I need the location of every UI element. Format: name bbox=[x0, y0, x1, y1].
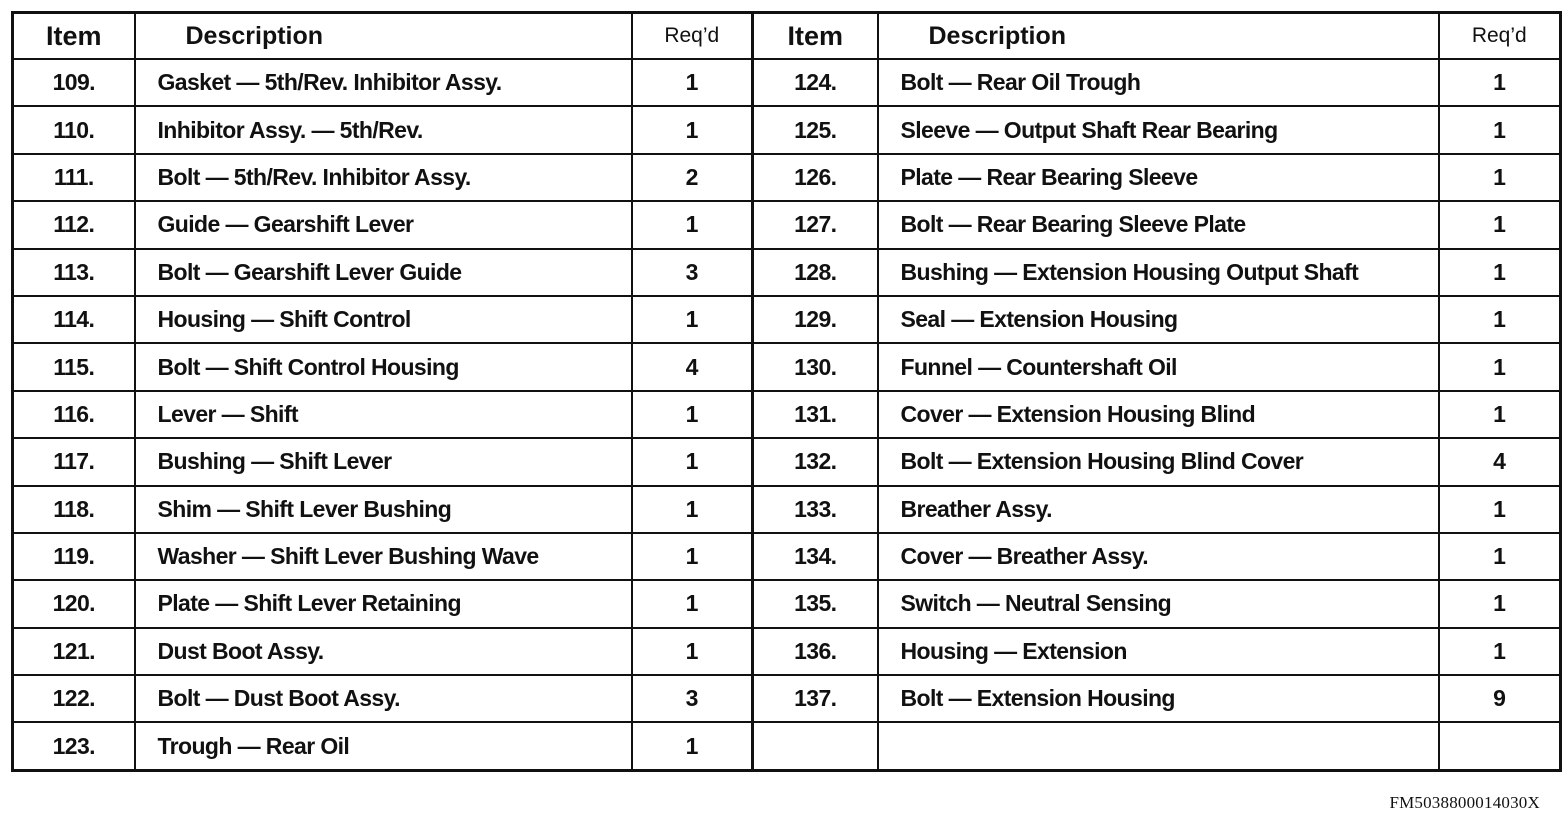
left-description-cell: Housing — Shift Control bbox=[135, 296, 632, 343]
right-qty-cell: 1 bbox=[1439, 628, 1561, 675]
left-qty-cell: 1 bbox=[632, 580, 753, 627]
header-required-left: Req’d bbox=[632, 13, 753, 60]
table-row bbox=[13, 628, 1561, 675]
right-item-cell: 130. bbox=[753, 343, 878, 390]
left-qty-cell: 1 bbox=[632, 486, 753, 533]
left-description-cell: Dust Boot Assy. bbox=[135, 628, 632, 675]
right-qty-cell: 4 bbox=[1439, 438, 1561, 485]
left-description-cell: Inhibitor Assy. — 5th/Rev. bbox=[135, 106, 632, 153]
left-qty-cell: 1 bbox=[632, 59, 753, 106]
header-item-left: Item bbox=[13, 13, 135, 60]
left-description-cell: Gasket — 5th/Rev. Inhibitor Assy. bbox=[135, 59, 632, 106]
right-description-cell: Switch — Neutral Sensing bbox=[878, 580, 1439, 627]
right-qty-cell: 9 bbox=[1439, 675, 1561, 722]
left-qty-cell: 1 bbox=[632, 722, 753, 770]
table-row bbox=[13, 154, 1561, 201]
table-row bbox=[13, 391, 1561, 438]
header-item-right: Item bbox=[753, 13, 878, 60]
left-item-cell: 114. bbox=[13, 296, 135, 343]
table-row bbox=[13, 722, 1561, 770]
left-item-cell: 117. bbox=[13, 438, 135, 485]
table-row bbox=[13, 296, 1561, 343]
header-description-right: Description bbox=[878, 13, 1439, 60]
left-description-cell: Bushing — Shift Lever bbox=[135, 438, 632, 485]
left-item-cell: 120. bbox=[13, 580, 135, 627]
right-item-cell: 135. bbox=[753, 580, 878, 627]
left-item-cell: 112. bbox=[13, 201, 135, 248]
header-description-left: Description bbox=[135, 13, 632, 60]
right-qty-cell bbox=[1439, 722, 1561, 770]
right-description-cell: Housing — Extension bbox=[878, 628, 1439, 675]
left-item-cell: 111. bbox=[13, 154, 135, 201]
left-qty-cell: 1 bbox=[632, 438, 753, 485]
right-qty-cell: 1 bbox=[1439, 343, 1561, 390]
left-qty-cell: 3 bbox=[632, 675, 753, 722]
left-item-cell: 118. bbox=[13, 486, 135, 533]
table-row bbox=[13, 580, 1561, 627]
right-qty-cell: 1 bbox=[1439, 201, 1561, 248]
right-description-cell: Seal — Extension Housing bbox=[878, 296, 1439, 343]
right-item-cell: 133. bbox=[753, 486, 878, 533]
left-qty-cell: 1 bbox=[632, 296, 753, 343]
right-item-cell: 136. bbox=[753, 628, 878, 675]
left-item-cell: 116. bbox=[13, 391, 135, 438]
right-qty-cell: 1 bbox=[1439, 249, 1561, 296]
left-description-cell: Bolt — Shift Control Housing bbox=[135, 343, 632, 390]
table-row bbox=[13, 201, 1561, 248]
right-description-cell: Breather Assy. bbox=[878, 486, 1439, 533]
parts-body bbox=[13, 59, 1561, 771]
table-row bbox=[13, 438, 1561, 485]
right-description-cell: Bolt — Extension Housing bbox=[878, 675, 1439, 722]
right-item-cell: 134. bbox=[753, 533, 878, 580]
right-item-cell: 137. bbox=[753, 675, 878, 722]
parts-table bbox=[11, 11, 1562, 772]
right-qty-cell: 1 bbox=[1439, 533, 1561, 580]
right-item-cell: 125. bbox=[753, 106, 878, 153]
right-qty-cell: 1 bbox=[1439, 106, 1561, 153]
right-description-cell: Bolt — Extension Housing Blind Cover bbox=[878, 438, 1439, 485]
table-row bbox=[13, 675, 1561, 722]
right-item-cell: 128. bbox=[753, 249, 878, 296]
left-item-cell: 122. bbox=[13, 675, 135, 722]
right-description-cell: Bolt — Rear Oil Trough bbox=[878, 59, 1439, 106]
left-description-cell: Plate — Shift Lever Retaining bbox=[135, 580, 632, 627]
right-item-cell: 127. bbox=[753, 201, 878, 248]
right-item-cell: 132. bbox=[753, 438, 878, 485]
right-item-cell: 131. bbox=[753, 391, 878, 438]
right-qty-cell: 1 bbox=[1439, 391, 1561, 438]
right-description-cell: Plate — Rear Bearing Sleeve bbox=[878, 154, 1439, 201]
right-description-cell: Bolt — Rear Bearing Sleeve Plate bbox=[878, 201, 1439, 248]
table-row bbox=[13, 533, 1561, 580]
right-description-cell: Cover — Breather Assy. bbox=[878, 533, 1439, 580]
left-qty-cell: 1 bbox=[632, 106, 753, 153]
left-item-cell: 119. bbox=[13, 533, 135, 580]
left-qty-cell: 1 bbox=[632, 628, 753, 675]
left-description-cell: Trough — Rear Oil bbox=[135, 722, 632, 770]
left-qty-cell: 3 bbox=[632, 249, 753, 296]
right-description-cell: Sleeve — Output Shaft Rear Bearing bbox=[878, 106, 1439, 153]
right-qty-cell: 1 bbox=[1439, 486, 1561, 533]
right-qty-cell: 1 bbox=[1439, 59, 1561, 106]
left-item-cell: 115. bbox=[13, 343, 135, 390]
left-item-cell: 121. bbox=[13, 628, 135, 675]
header-required-right: Req’d bbox=[1439, 13, 1561, 60]
left-description-cell: Washer — Shift Lever Bushing Wave bbox=[135, 533, 632, 580]
right-qty-cell: 1 bbox=[1439, 296, 1561, 343]
left-qty-cell: 1 bbox=[632, 201, 753, 248]
left-item-cell: 110. bbox=[13, 106, 135, 153]
right-description-cell: Cover — Extension Housing Blind bbox=[878, 391, 1439, 438]
left-description-cell: Shim — Shift Lever Bushing bbox=[135, 486, 632, 533]
right-description-cell bbox=[878, 722, 1439, 770]
table-row bbox=[13, 343, 1561, 390]
table-row bbox=[13, 486, 1561, 533]
table-row bbox=[13, 59, 1561, 106]
header-row bbox=[13, 13, 1561, 60]
right-item-cell: 129. bbox=[753, 296, 878, 343]
left-description-cell: Guide — Gearshift Lever bbox=[135, 201, 632, 248]
left-qty-cell: 4 bbox=[632, 343, 753, 390]
right-qty-cell: 1 bbox=[1439, 154, 1561, 201]
left-qty-cell: 2 bbox=[632, 154, 753, 201]
right-description-cell: Funnel — Countershaft Oil bbox=[878, 343, 1439, 390]
left-qty-cell: 1 bbox=[632, 391, 753, 438]
left-description-cell: Lever — Shift bbox=[135, 391, 632, 438]
left-item-cell: 123. bbox=[13, 722, 135, 770]
left-qty-cell: 1 bbox=[632, 533, 753, 580]
left-description-cell: Bolt — Dust Boot Assy. bbox=[135, 675, 632, 722]
right-description-cell: Bushing — Extension Housing Output Shaft bbox=[878, 249, 1439, 296]
figure-code: FM5038800014030X bbox=[1389, 793, 1540, 812]
left-item-cell: 109. bbox=[13, 59, 135, 106]
right-item-cell: 124. bbox=[753, 59, 878, 106]
left-item-cell: 113. bbox=[13, 249, 135, 296]
left-description-cell: Bolt — 5th/Rev. Inhibitor Assy. bbox=[135, 154, 632, 201]
right-item-cell: 126. bbox=[753, 154, 878, 201]
table-row bbox=[13, 249, 1561, 296]
right-qty-cell: 1 bbox=[1439, 580, 1561, 627]
left-description-cell: Bolt — Gearshift Lever Guide bbox=[135, 249, 632, 296]
right-item-cell bbox=[753, 722, 878, 770]
table-row bbox=[13, 106, 1561, 153]
